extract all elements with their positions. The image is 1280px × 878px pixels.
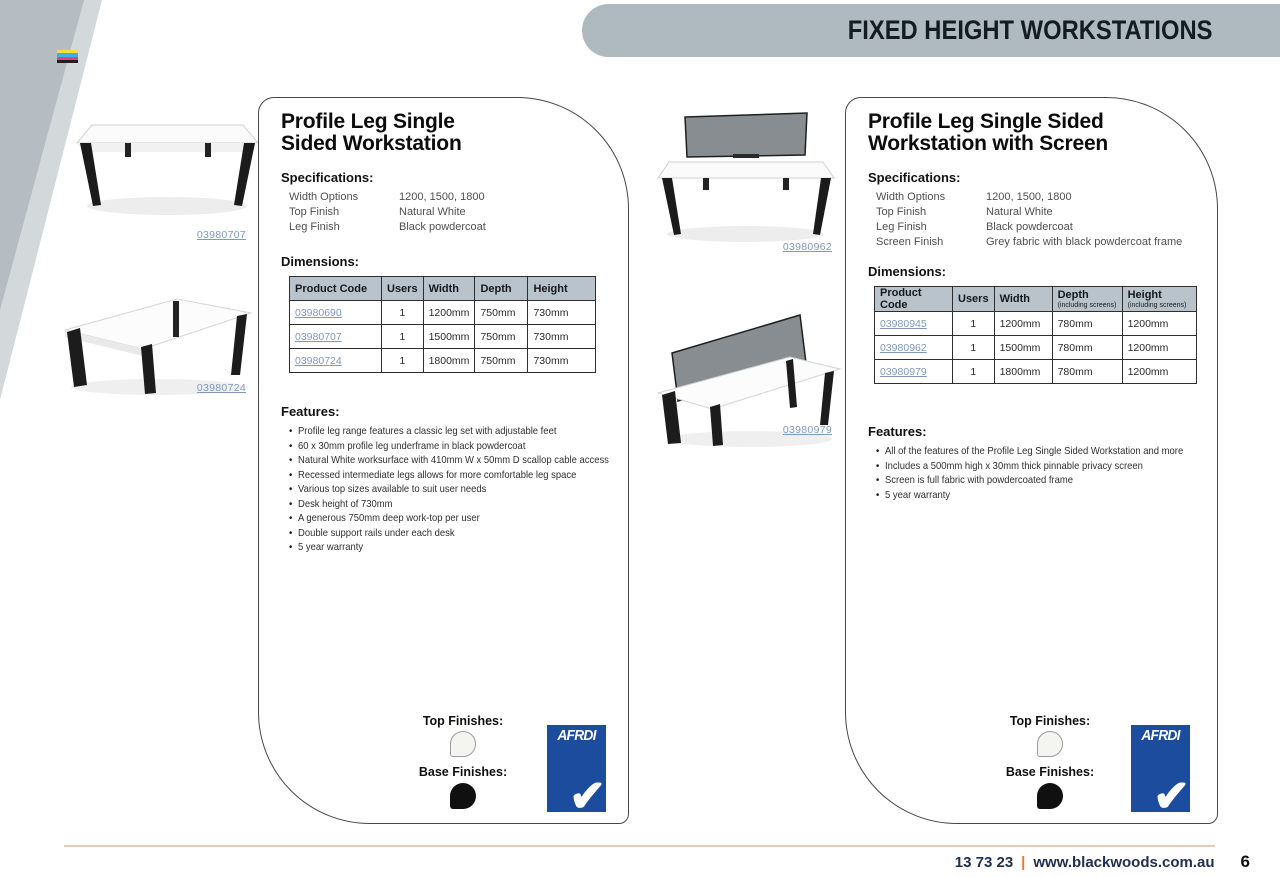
afrdi-certified-logo bbox=[547, 725, 606, 821]
page-title: FIXED HEIGHT WORKSTATIONS bbox=[847, 15, 1212, 45]
product-title-line2: Sided Workstation bbox=[281, 132, 462, 156]
page-number: 6 bbox=[1240, 852, 1250, 871]
table-row bbox=[875, 312, 1197, 336]
spec-label: Leg Finish bbox=[289, 221, 340, 233]
col-header-users: Users bbox=[382, 277, 424, 301]
base-finish-swatch-black bbox=[450, 783, 476, 809]
product-title-line1: Profile Leg Single Sided bbox=[868, 110, 1104, 133]
spec-value: Natural White bbox=[986, 206, 1053, 218]
col-header-product-code: Product Code bbox=[290, 277, 382, 301]
feature-item: • All of the features of the Profile Leg Single Sided Workstation and more bbox=[876, 445, 1184, 457]
product-title bbox=[281, 111, 462, 156]
features-heading: Features: bbox=[281, 404, 340, 419]
width-cell: 1800mm bbox=[423, 349, 475, 373]
spec-row bbox=[289, 190, 619, 205]
spec-label: Top Finish bbox=[289, 206, 340, 218]
features-list bbox=[876, 444, 1183, 502]
spec-value: 1200, 1500, 1800 bbox=[399, 191, 485, 203]
table-row bbox=[290, 325, 596, 349]
col-header-width: Width bbox=[423, 277, 475, 301]
width-cell: 1200mm bbox=[994, 312, 1052, 336]
table-header-row bbox=[875, 287, 1197, 312]
spec-row bbox=[876, 220, 1206, 235]
users-cell: 1 bbox=[953, 360, 995, 384]
spec-row bbox=[876, 190, 1206, 205]
dimensions-heading: Dimensions: bbox=[281, 254, 360, 269]
depth-cell: 750mm bbox=[475, 325, 528, 349]
spec-row bbox=[876, 235, 1206, 250]
height-cell: 730mm bbox=[528, 325, 596, 349]
product-code-link[interactable]: 03980979 bbox=[782, 424, 832, 436]
base-finishes-label: Base Finishes: bbox=[418, 765, 508, 779]
product-code-link[interactable]: 03980707 bbox=[196, 229, 246, 241]
feature-item: • 5 year warranty bbox=[876, 488, 951, 501]
feature-item: • Screen is full fabric with powdercoated frame bbox=[876, 474, 1074, 486]
col-subheader: (including screens) bbox=[1057, 302, 1117, 309]
bullet-icon: • bbox=[289, 541, 293, 553]
footer-website-link[interactable]: www.blackwoods.com.au bbox=[1033, 854, 1215, 871]
feature-item: • Recessed intermediate legs allows for more comfortable leg space bbox=[289, 468, 577, 481]
col-header-users: Users bbox=[953, 287, 995, 312]
afrdi-check-icon: ✔ bbox=[569, 772, 606, 821]
depth-cell: 780mm bbox=[1052, 360, 1122, 384]
width-cell: 1500mm bbox=[423, 325, 475, 349]
product-code-link[interactable]: 03980707 bbox=[295, 330, 342, 343]
afrdi-logo-text: AFRDI bbox=[1141, 728, 1180, 744]
bullet-icon: • bbox=[876, 488, 880, 501]
table-row bbox=[290, 301, 596, 325]
afrdi-check-icon: ✔ bbox=[1153, 772, 1190, 821]
product-code-link[interactable]: 03980945 bbox=[880, 317, 927, 330]
depth-cell: 780mm bbox=[1052, 336, 1122, 360]
spec-row bbox=[289, 220, 619, 235]
spec-value: Black powdercoat bbox=[986, 221, 1073, 233]
table-row bbox=[875, 336, 1197, 360]
spec-value: Black powdercoat bbox=[399, 221, 486, 233]
spec-label: Leg Finish bbox=[876, 221, 927, 233]
users-cell: 1 bbox=[382, 349, 424, 373]
spec-row bbox=[876, 205, 1206, 220]
desk-screen-photo-front bbox=[655, 110, 835, 245]
product-code-link[interactable]: 03980724 bbox=[295, 354, 342, 367]
spec-label: Screen Finish bbox=[876, 236, 944, 248]
product-card-with-screen bbox=[845, 97, 1218, 824]
base-finishes-label: Base Finishes: bbox=[1005, 765, 1095, 779]
spec-row bbox=[289, 205, 619, 220]
table-row bbox=[875, 360, 1197, 384]
feature-item: • Double support rails under each desk bbox=[289, 526, 455, 539]
bullet-icon: • bbox=[876, 445, 880, 457]
footer bbox=[955, 852, 1250, 872]
users-cell: 1 bbox=[382, 325, 424, 349]
spec-value: Grey fabric with black powdercoat frame bbox=[986, 236, 1183, 248]
product-code-link[interactable]: 03980979 bbox=[880, 365, 927, 378]
desk-photo-front bbox=[70, 105, 265, 225]
users-cell: 1 bbox=[953, 336, 995, 360]
base-finish-swatch-black bbox=[1037, 783, 1063, 809]
specifications-heading: Specifications: bbox=[868, 170, 961, 185]
page-header-banner bbox=[582, 4, 1280, 57]
features-heading: Features: bbox=[868, 424, 927, 439]
col-header-width: Width bbox=[994, 287, 1052, 312]
depth-cell: 780mm bbox=[1052, 312, 1122, 336]
depth-cell: 750mm bbox=[475, 301, 528, 325]
spec-value: Natural White bbox=[399, 206, 466, 218]
height-cell: 1200mm bbox=[1122, 336, 1196, 360]
product-card-single-sided bbox=[258, 97, 629, 824]
dimensions-table bbox=[874, 286, 1197, 384]
bullet-icon: • bbox=[876, 459, 880, 472]
table-header-row bbox=[290, 277, 596, 301]
height-cell: 1200mm bbox=[1122, 360, 1196, 384]
product-title bbox=[868, 111, 1108, 156]
users-cell: 1 bbox=[953, 312, 995, 336]
spec-value: 1200, 1500, 1800 bbox=[986, 191, 1072, 203]
bullet-icon: • bbox=[289, 526, 293, 539]
feature-item: • A generous 750mm deep work-top per user bbox=[289, 512, 480, 524]
feature-item: • Various top sizes available to suit user needs bbox=[289, 483, 487, 495]
col-header-product-code: Product Code bbox=[875, 287, 953, 312]
feature-item: • 60 x 30mm profile leg underframe in black powdercoat bbox=[289, 439, 526, 452]
spec-label: Top Finish bbox=[876, 206, 927, 218]
col-header-height: Height bbox=[528, 277, 596, 301]
footer-phone: 13 73 23 bbox=[954, 854, 1014, 871]
width-cell: 1200mm bbox=[423, 301, 475, 325]
feature-item: • Natural White worksurface with 410mm W x 50mm D scallop cable access bbox=[289, 454, 609, 466]
afrdi-logo-text: AFRDI bbox=[557, 728, 596, 744]
product-code-link[interactable]: 03980962 bbox=[880, 341, 927, 354]
dimensions-heading: Dimensions: bbox=[868, 264, 947, 279]
col-header-height: Height (including screens) bbox=[1122, 287, 1196, 312]
bullet-icon: • bbox=[289, 497, 293, 510]
users-cell: 1 bbox=[382, 301, 424, 325]
bullet-icon: • bbox=[289, 425, 293, 437]
bullet-icon: • bbox=[289, 439, 293, 452]
dimensions-table bbox=[289, 276, 596, 373]
feature-item: • Desk height of 730mm bbox=[289, 497, 393, 510]
top-finishes-label: Top Finishes: bbox=[1009, 714, 1091, 728]
top-finishes-label: Top Finishes: bbox=[422, 714, 504, 728]
product-title-line1: Profile Leg Single bbox=[281, 110, 455, 133]
bullet-icon: • bbox=[289, 468, 293, 481]
footer-separator: | bbox=[1021, 854, 1026, 871]
height-cell: 730mm bbox=[528, 301, 596, 325]
feature-item: • Profile leg range features a classic leg set with adjustable feet bbox=[289, 425, 557, 437]
afrdi-certified-logo bbox=[1131, 725, 1190, 821]
feature-item: • 5 year warranty bbox=[289, 541, 364, 553]
product-code-link[interactable]: 03980724 bbox=[196, 382, 246, 394]
col-header-depth: Depth bbox=[475, 277, 528, 301]
specifications-heading: Specifications: bbox=[281, 170, 374, 185]
specifications-list bbox=[876, 190, 1206, 250]
product-title-line2: Workstation with Screen bbox=[868, 132, 1109, 156]
bullet-icon: • bbox=[289, 512, 293, 524]
top-finish-swatch-natural-white bbox=[450, 731, 476, 757]
col-header-depth: Depth (including screens) bbox=[1052, 287, 1122, 312]
table-row bbox=[290, 349, 596, 373]
bullet-icon: • bbox=[876, 474, 880, 486]
bullet-icon: • bbox=[289, 454, 293, 466]
col-subheader: (including screens) bbox=[1127, 302, 1187, 309]
footer-divider bbox=[64, 845, 1215, 847]
bullet-icon: • bbox=[289, 483, 293, 495]
product-code-link[interactable]: 03980962 bbox=[782, 241, 832, 253]
spec-label: Width Options bbox=[289, 191, 359, 203]
top-finish-swatch-natural-white bbox=[1037, 731, 1063, 757]
height-cell: 730mm bbox=[528, 349, 596, 373]
height-cell: 1200mm bbox=[1122, 312, 1196, 336]
spec-label: Width Options bbox=[876, 191, 946, 203]
width-cell: 1500mm bbox=[994, 336, 1052, 360]
depth-cell: 750mm bbox=[475, 349, 528, 373]
product-code-link[interactable]: 03980690 bbox=[295, 306, 342, 319]
specifications-list bbox=[289, 190, 619, 235]
feature-item: • Includes a 500mm high x 30mm thick pinnable privacy screen bbox=[876, 459, 1143, 472]
features-list bbox=[289, 424, 609, 555]
width-cell: 1800mm bbox=[994, 360, 1052, 384]
print-registration-mark-icon bbox=[57, 50, 78, 63]
